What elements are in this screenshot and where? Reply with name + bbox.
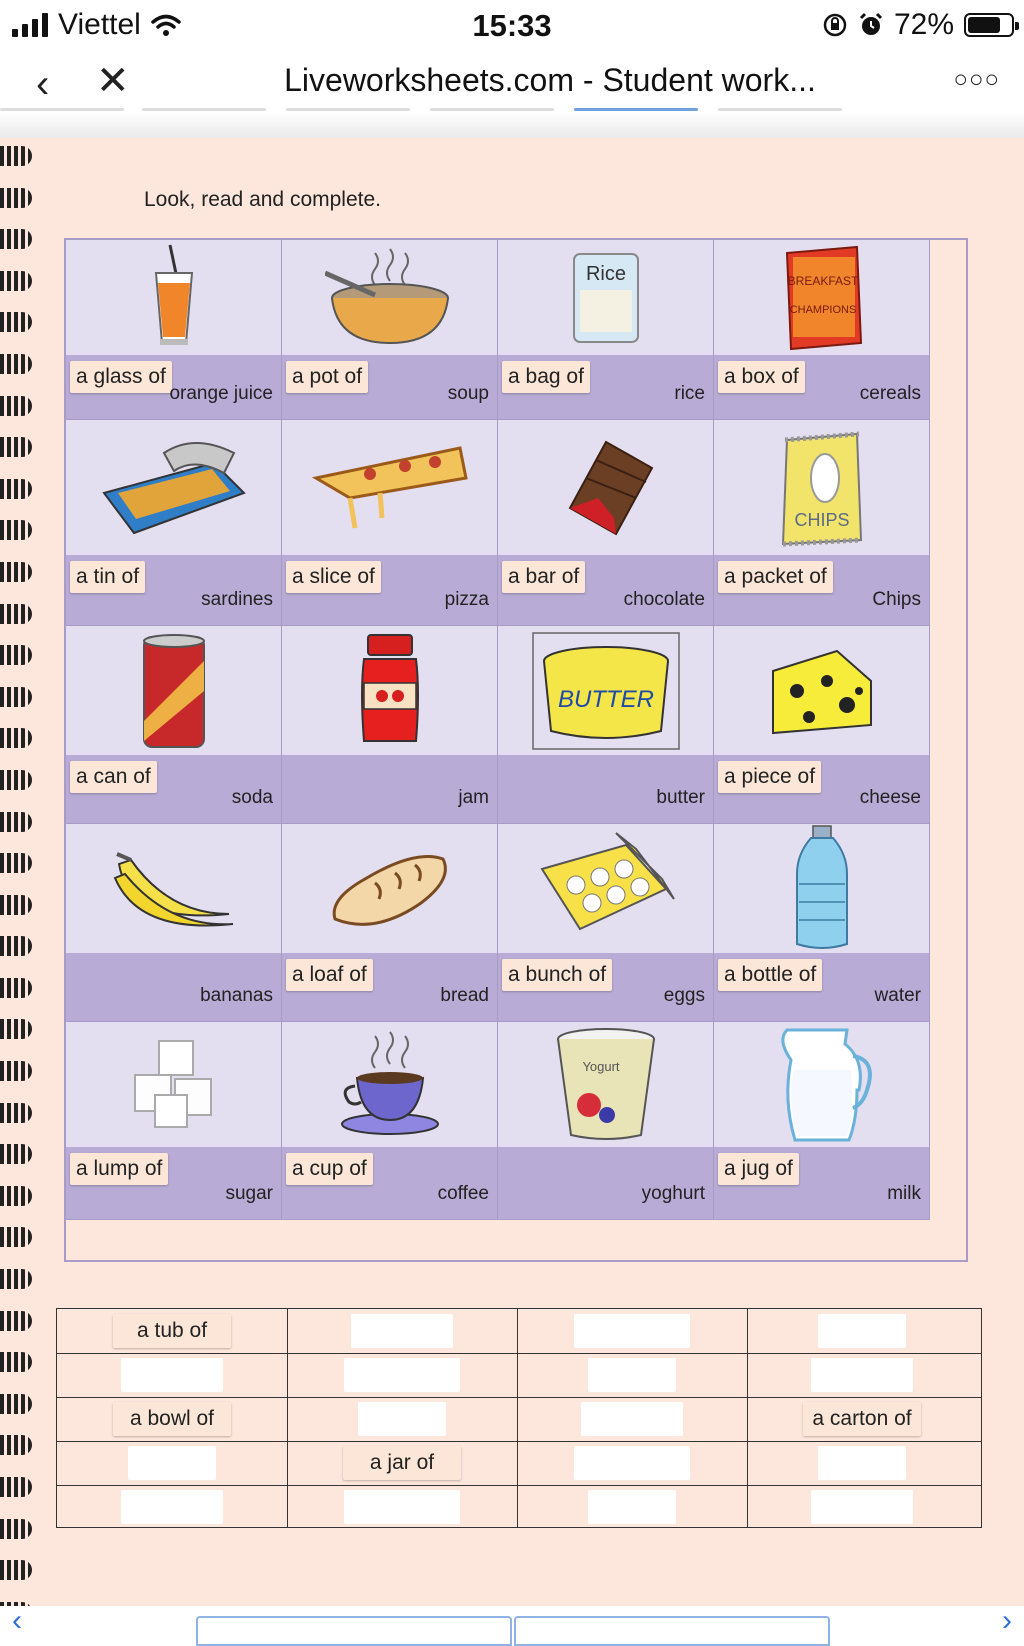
spiral-ring (0, 936, 32, 956)
label-area (66, 355, 281, 419)
food-name: coffee (437, 1183, 489, 1204)
table-divider (57, 1441, 981, 1442)
spiral-ring (0, 1269, 32, 1289)
food-name: milk (887, 1183, 921, 1204)
label-area (282, 1147, 497, 1219)
rice-bag-icon (498, 240, 713, 356)
chevron-left-icon[interactable]: ‹ (36, 62, 50, 106)
drop-slot[interactable] (344, 1490, 460, 1524)
food-name: soda (231, 787, 273, 808)
soda-can-icon (66, 626, 281, 756)
more-icon[interactable]: ○○○ (953, 66, 1000, 93)
spiral-ring (0, 1519, 32, 1539)
worksheet-paper (0, 138, 1024, 1606)
drop-slot[interactable] (358, 1402, 446, 1436)
spiral-ring (0, 687, 32, 707)
label-area (66, 755, 281, 823)
food-cell (498, 626, 714, 824)
food-cell (714, 420, 930, 626)
spiral-ring (0, 1144, 32, 1164)
food-name: pizza (444, 589, 489, 610)
food-cell (66, 240, 282, 420)
clock: 15:33 (472, 8, 552, 43)
drop-slot[interactable] (588, 1490, 676, 1524)
label-area (66, 555, 281, 625)
spiral-ring (0, 1435, 32, 1455)
food-name: soup (447, 383, 489, 404)
word-tile[interactable]: a piece of (718, 761, 821, 793)
spiral-ring (0, 1352, 32, 1372)
sugar-cubes-icon (66, 1022, 281, 1148)
food-name: chocolate (623, 589, 705, 610)
spiral-ring (0, 1103, 32, 1123)
spiral-ring (0, 1019, 32, 1039)
table-divider (747, 1309, 748, 1527)
word-tile[interactable]: a jug of (718, 1153, 799, 1185)
sardine-tin-icon (66, 420, 281, 556)
spiral-ring (0, 895, 32, 915)
spiral-ring (0, 770, 32, 790)
word-tile[interactable]: a tin of (70, 561, 145, 593)
cheese-icon (714, 626, 929, 756)
word-tile[interactable]: a bar of (502, 561, 585, 593)
word-tile[interactable]: a cup of (286, 1153, 373, 1185)
spiral-ring (0, 978, 32, 998)
food-cell (714, 824, 930, 1022)
drop-slot[interactable] (121, 1358, 223, 1392)
label-area (498, 355, 713, 419)
spiral-ring (0, 146, 32, 166)
bottom-tab[interactable] (196, 1616, 512, 1646)
word-tile[interactable]: a bunch of (502, 959, 612, 991)
label-area (714, 355, 929, 419)
word-tile[interactable]: a glass of (70, 361, 172, 393)
drop-slot[interactable] (344, 1358, 460, 1392)
food-cell (282, 626, 498, 824)
food-cell (498, 824, 714, 1022)
spiral-ring (0, 271, 32, 291)
label-area (282, 555, 497, 625)
spiral-ring (0, 354, 32, 374)
food-cell (714, 240, 930, 420)
spiral-ring (0, 479, 32, 499)
table-divider (57, 1353, 981, 1354)
drop-slot[interactable] (818, 1314, 906, 1348)
svg-text:BUTTER: BUTTER (557, 686, 654, 713)
drop-slot[interactable] (588, 1358, 676, 1392)
food-name: water (874, 985, 921, 1006)
food-name: yoghurt (641, 1183, 705, 1204)
label-area (714, 1147, 929, 1219)
food-cell (714, 1022, 930, 1220)
bananas-icon (66, 824, 281, 954)
word-tile[interactable]: a bottle of (718, 959, 822, 991)
bottom-bar (0, 1606, 1024, 1636)
food-cell (282, 240, 498, 420)
status-right (822, 8, 1014, 42)
spiral-ring (0, 812, 32, 832)
alarm-icon (858, 12, 884, 38)
drop-slot[interactable] (128, 1446, 216, 1480)
butter-tub-icon (498, 626, 713, 756)
word-tile[interactable]: a jar of (343, 1446, 461, 1480)
food-name: bananas (200, 985, 273, 1006)
spiral-ring (0, 520, 32, 540)
battery-percent: 72% (893, 8, 954, 41)
spiral-binding (0, 146, 40, 1606)
food-name: rice (674, 383, 705, 404)
drop-slot[interactable] (818, 1446, 906, 1480)
label-area (498, 953, 713, 1021)
table-divider (287, 1309, 288, 1527)
spiral-ring (0, 1311, 32, 1331)
label-area (714, 953, 929, 1021)
food-grid (64, 238, 968, 1262)
bottom-tab[interactable] (514, 1616, 830, 1646)
food-cell (66, 420, 282, 626)
status-bar (0, 0, 1024, 52)
chevron-left-icon[interactable]: ‹ (12, 1604, 22, 1637)
table-divider (57, 1397, 981, 1398)
food-cell (498, 240, 714, 420)
label-area (714, 555, 929, 625)
chips-packet-icon (714, 420, 929, 556)
svg-text:Yogurt: Yogurt (581, 1059, 620, 1074)
svg-text:BREAKFAST: BREAKFAST (787, 274, 858, 288)
spiral-ring (0, 1186, 32, 1206)
word-tile[interactable]: a bag of (502, 361, 590, 393)
word-tile[interactable]: a pot of (286, 361, 368, 393)
food-name: jam (458, 787, 489, 808)
label-area (282, 755, 497, 823)
battery-icon (964, 13, 1014, 37)
food-name: cereals (859, 383, 921, 404)
egg-carton-icon (498, 824, 713, 954)
spiral-ring (0, 1560, 32, 1580)
water-bottle-icon (714, 824, 929, 954)
word-tile[interactable]: a carton of (803, 1402, 921, 1436)
spiral-ring (0, 1227, 32, 1247)
answer-table (56, 1308, 982, 1528)
orange-juice-icon (66, 240, 281, 356)
chocolate-bar-icon (498, 420, 713, 556)
spiral-ring (0, 312, 32, 332)
word-tile[interactable]: a tub of (113, 1314, 231, 1348)
drop-slot[interactable] (574, 1446, 690, 1480)
food-cell (66, 626, 282, 824)
label-area (714, 755, 929, 823)
drop-slot[interactable] (811, 1490, 913, 1524)
coffee-cup-icon (282, 1022, 497, 1148)
carrier-name: Viettel (58, 8, 141, 41)
yoghurt-icon (498, 1022, 713, 1148)
food-cell (282, 420, 498, 626)
label-area (282, 953, 497, 1021)
spiral-ring (0, 437, 32, 457)
jam-jar-icon (282, 626, 497, 756)
label-area (498, 755, 713, 823)
food-name: cheese (859, 787, 921, 808)
spiral-ring (0, 853, 32, 873)
word-tile[interactable]: a box of (718, 361, 805, 393)
word-tile[interactable]: a bowl of (113, 1402, 231, 1436)
food-name: orange juice (169, 383, 273, 404)
instruction-text: Look, read and complete. (144, 188, 381, 211)
food-cell (66, 1022, 282, 1220)
browser-nav-bar (0, 52, 1024, 114)
label-area (282, 355, 497, 419)
pizza-slice-icon (282, 420, 497, 556)
food-name: butter (656, 787, 705, 808)
drop-slot[interactable] (811, 1358, 913, 1392)
bread-icon (282, 824, 497, 954)
food-name: eggs (663, 985, 705, 1006)
rotation-lock-icon (822, 12, 848, 38)
soup-icon (282, 240, 497, 356)
cereal-box-icon (714, 240, 929, 356)
drop-slot[interactable] (121, 1490, 223, 1524)
food-name: bread (440, 985, 489, 1006)
word-tile[interactable]: a can of (70, 761, 157, 793)
spiral-ring (0, 188, 32, 208)
spiral-ring (0, 1061, 32, 1081)
label-area (498, 555, 713, 625)
spiral-ring (0, 728, 32, 748)
food-name: sardines (201, 589, 273, 610)
food-cell (282, 1022, 498, 1220)
food-cell (714, 626, 930, 824)
table-divider (57, 1485, 981, 1486)
page-title: Liveworksheets.com - Student work... (284, 62, 816, 98)
label-area (66, 953, 281, 1021)
food-cell (282, 824, 498, 1022)
food-name: sugar (225, 1183, 273, 1204)
food-cell (498, 420, 714, 626)
drop-slot[interactable] (351, 1314, 453, 1348)
spiral-ring (0, 229, 32, 249)
chevron-right-icon[interactable]: › (1002, 1604, 1012, 1637)
table-divider (517, 1309, 518, 1527)
svg-text:CHIPS: CHIPS (793, 510, 850, 530)
word-tile[interactable]: a slice of (286, 561, 381, 593)
drop-slot[interactable] (574, 1314, 690, 1348)
spiral-ring (0, 604, 32, 624)
spiral-ring (0, 1394, 32, 1414)
milk-jug-icon (714, 1022, 929, 1148)
word-tile[interactable]: a packet of (718, 561, 833, 593)
word-tile[interactable]: a lump of (70, 1153, 168, 1185)
food-cell (66, 824, 282, 1022)
word-tile[interactable]: a loaf of (286, 959, 373, 991)
food-name: Chips (872, 589, 921, 610)
spiral-ring (0, 1477, 32, 1497)
label-area (66, 1147, 281, 1219)
drop-slot[interactable] (581, 1402, 683, 1436)
svg-text:CHAMPIONS: CHAMPIONS (789, 304, 856, 316)
spiral-ring (0, 645, 32, 665)
food-cell (498, 1022, 714, 1220)
spiral-ring (0, 396, 32, 416)
close-icon[interactable]: ✕ (96, 59, 130, 103)
page-top-edge (0, 112, 1024, 140)
svg-text:Rice: Rice (585, 263, 626, 285)
spiral-ring (0, 562, 32, 582)
label-area (498, 1147, 713, 1219)
